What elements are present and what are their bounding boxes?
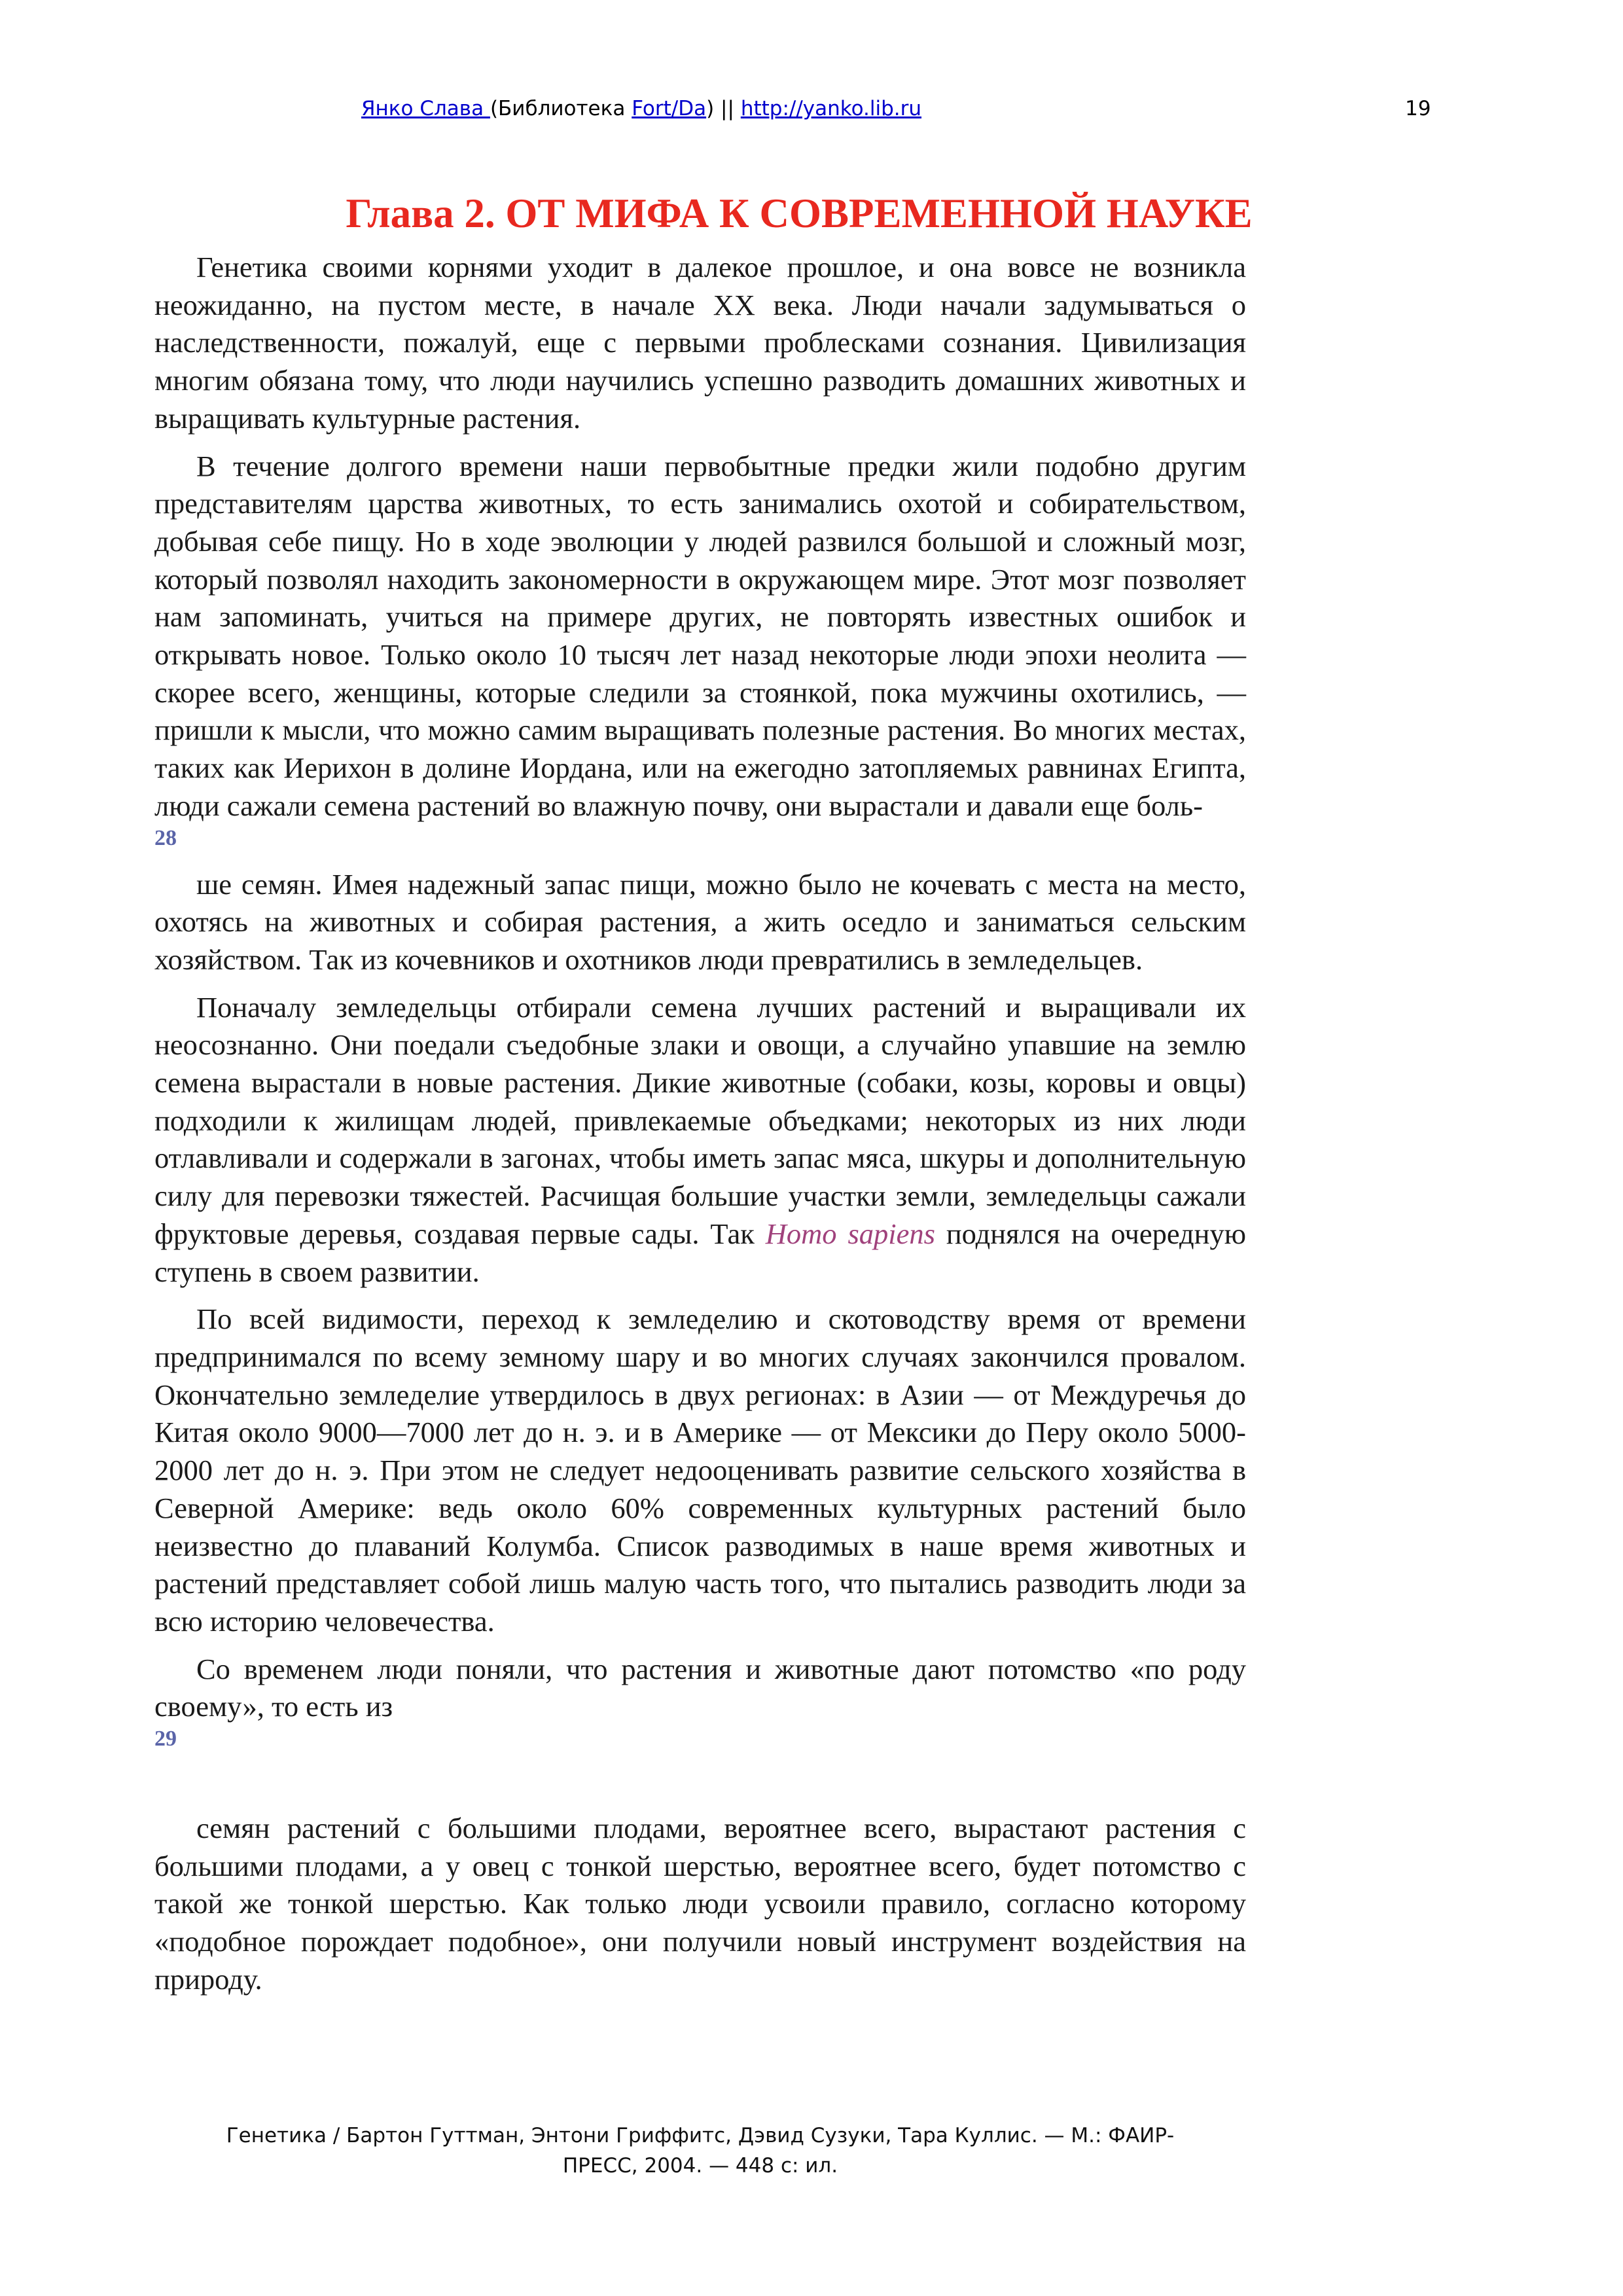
paragraph: семян растений с большими плодами, вероятнее всего, вырастают растения с большими плодами, а у овец с тонкой шерстью, вероятнее всего, будет потомство с такой же тонкой шерстью. Как только люди усвоили правило, согласно которому «подобное порождает подобное», они получили новый инструмент воздействия на природу. — [154, 1812, 1246, 1996]
paragraph — [154, 989, 1246, 1291]
latin-term: Homo sapiens — [765, 1217, 935, 1250]
page-number: 19 — [1405, 97, 1431, 120]
paragraph-text: Поначалу земледельцы отбирали семена лучших растений и выращивали их неосознанно. Они поедали съедобные злаки и овощи, а случайно упавшие на землю семена вырастали в новые растения. Дикие животные (собаки, козы, коровы и овцы) подходили к жилищам людей, привлекаемые объедками; некоторых из них люди отлавливали и содержали в загонах, чтобы иметь запас мяса, шкуры и дополнительную силу для перевозки тяжестей. Расчищая большие участки земли, земледельцы сажали фруктовые деревья, создавая первые сады. Так — [154, 990, 1246, 1250]
library-label-close: ) || — [706, 97, 741, 120]
page-header — [0, 97, 1623, 130]
footer-citation-line: ПРЕСС, 2004. — 448 с: ил. — [562, 2154, 838, 2178]
footer-citation-line: Генетика / Бартон Гуттман, Энтони Гриффитс, Дэвид Сузуки, Тара Куллис. — М.: ФАИР- — [226, 2124, 1175, 2147]
main-text — [154, 249, 1246, 2009]
paragraph-text: поднялся на очередную ступень в своем развитии. — [154, 1217, 1246, 1288]
library-link[interactable]: Fort/Da — [632, 97, 707, 120]
paragraph: ше семян. Имея надежный запас пищи, можно было не кочевать с места на место, охотясь на животных и собирая растения, а жить оседло и заниматься сельским хозяйством. Так из кочевников и охотников люди превратились в земледельцев. — [154, 867, 1246, 976]
site-url-link[interactable]: http://yanko.lib.ru — [740, 97, 922, 120]
paragraph: Генетика своими корнями уходит в далекое прошлое, и она вовсе не возникла неожиданно, на пустом месте, в начале XX века. Люди начали задумываться о наследственности, пожалуй, еще с первыми проблесками сознания. Цивилизация многим обязана тому, что люди научились успешно разводить домашних животных и выращивать культурные растения. — [154, 251, 1246, 435]
page-footer — [154, 2121, 1246, 2181]
chapter-title: Глава 2. ОТ МИФА К СОВРЕМЕННОЙ НАУКЕ — [346, 190, 1253, 236]
author-link[interactable]: Янко Слава — [361, 97, 490, 120]
source-page-marker: 28 — [154, 825, 177, 850]
library-label-open: (Библиотека — [490, 97, 632, 120]
header-citation — [361, 97, 921, 120]
source-page-marker: 29 — [154, 1727, 177, 1751]
paragraph: По всей видимости, переход к земледелию и скотоводству время от времени предпринимался по всему земному шару и во многих случаях закончился провалом. Окончательно земледелие утвердилось в двух регионах: в Азии — от Междуречья до Китая около 9000—7000 лет до н. э. и в Америке — от Мексики до Перу около 5000-2000 лет до н. э. При этом не следует недооценивать развитие сельского хозяйства в Северной Америке: ведь около 60% современных культурных растений было неизвестно до плаваний Колумба. Список разводимых в наше время животных и растений представляет собой лишь малую часть того, что пытались разводить люди за всю историю человечества. — [154, 1302, 1246, 1638]
paragraph: В течение долгого времени наши первобытные предки жили подобно другим представителям царства животных, то есть занимались охотой и собирательством, добывая себе пищу. Но в ходе эволюции у людей развился большой и сложный мозг, который позволял находить закономерности в окружающем мире. Этот мозг позволяет нам запоминать, учиться на примере других, не повторять известных ошибок и открывать новое. Только около 10 тысяч лет назад некоторые люди эпохи неолита — скорее всего, женщины, которые следили за стоянкой, пока мужчины охотились, — пришли к мысли, что можно самим выращивать полезные растения. Во многих местах, таких как Иерихон в долине Иордана, или на ежегодно затопляемых равнинах Египта, люди сажали семена растений во влажную почву, они вырастали и давали еще боль- — [154, 449, 1246, 822]
paragraph: Со временем люди поняли, что растения и животные дают потомство «по роду своему», то есть из — [154, 1652, 1246, 1723]
